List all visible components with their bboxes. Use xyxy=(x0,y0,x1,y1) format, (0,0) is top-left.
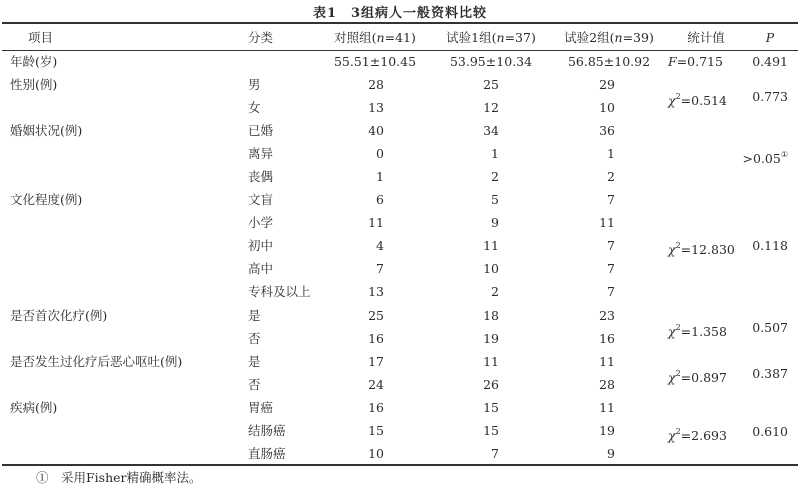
cell-test2: 1 xyxy=(607,146,615,161)
cell-control: 4 xyxy=(376,238,384,253)
cell-control: 17 xyxy=(368,354,384,369)
row-category: 已婚 xyxy=(248,123,274,138)
cell-test2: 19 xyxy=(599,423,615,438)
top-rule xyxy=(2,22,798,24)
cell-test2: 29 xyxy=(599,77,615,92)
cell-test2: 11 xyxy=(599,400,615,415)
header-item: 项目 xyxy=(28,30,54,45)
row-category: 文盲 xyxy=(248,192,274,207)
cell-test1: 15 xyxy=(483,400,499,415)
row-item-label: 年龄(岁) xyxy=(10,54,58,69)
cell-control: 24 xyxy=(368,377,384,392)
cell-control: 1 xyxy=(376,169,384,184)
p-value: 0.773 xyxy=(752,89,788,104)
cell-control: 16 xyxy=(368,400,384,415)
cell-control: 16 xyxy=(368,331,384,346)
cell-test2: 2 xyxy=(607,169,615,184)
stat-value: $\chi^2=1.358$ xyxy=(668,323,727,339)
p-value: 0.507 xyxy=(752,320,788,335)
header-category: 分类 xyxy=(248,30,274,45)
row-category: 专科及以上 xyxy=(248,284,311,299)
row-category: 否 xyxy=(248,377,261,392)
row-category: 是 xyxy=(248,308,261,323)
header-test2: 试验2组(n=39) xyxy=(564,30,654,45)
p-value: 0.491 xyxy=(752,54,788,69)
p-value: 0.118 xyxy=(752,238,788,253)
stat-value: $\chi^2=12.830$ xyxy=(668,241,735,257)
cell-test2: 28 xyxy=(599,377,615,392)
cell-control: 7 xyxy=(376,261,384,276)
cell-control: 10 xyxy=(368,446,384,461)
row-category: 否 xyxy=(248,331,261,346)
stat-value: $\chi^2=0.897$ xyxy=(668,369,727,385)
row-item-label: 文化程度(例) xyxy=(10,192,83,207)
cell-test2: 11 xyxy=(599,354,615,369)
p-value: 0.610 xyxy=(752,424,788,439)
cell-control: 13 xyxy=(368,284,384,299)
row-item-label: 是否发生过化疗后恶心呕吐(例) xyxy=(10,354,183,369)
cell-test1: 5 xyxy=(491,192,499,207)
cell-control: 11 xyxy=(368,215,384,230)
row-category: 直肠癌 xyxy=(248,446,286,461)
header-test1: 试验1组(n=37) xyxy=(446,30,536,45)
cell-test1: 2 xyxy=(491,169,499,184)
row-category: 高中 xyxy=(248,261,274,276)
cell-test1: 25 xyxy=(483,77,499,92)
p-value: >0.05① xyxy=(742,150,788,166)
cell-test2: 10 xyxy=(599,100,615,115)
cell-test1: 53.95±10.34 xyxy=(449,54,533,69)
cell-test2: 16 xyxy=(599,331,615,346)
cell-test1: 11 xyxy=(483,238,499,253)
cell-test2: 7 xyxy=(607,238,615,253)
stat-value: F=0.715 xyxy=(668,54,723,69)
row-category: 女 xyxy=(248,100,261,115)
cell-test2: 7 xyxy=(607,261,615,276)
cell-control: 6 xyxy=(376,192,384,207)
cell-test2: 7 xyxy=(607,192,615,207)
row-category: 小学 xyxy=(248,215,274,230)
row-category: 初中 xyxy=(248,238,274,253)
header-rule xyxy=(2,50,798,51)
row-category: 是 xyxy=(248,354,261,369)
header-stat: 统计值 xyxy=(687,30,725,45)
cell-control: 15 xyxy=(368,423,384,438)
row-item-label: 性别(例) xyxy=(10,77,58,92)
cell-test1: 18 xyxy=(483,308,499,323)
cell-test2: 36 xyxy=(599,123,615,138)
row-category: 丧偶 xyxy=(248,169,274,184)
cell-test1: 19 xyxy=(483,331,499,346)
cell-test2: 7 xyxy=(607,284,615,299)
footnote: ① 采用Fisher精确概率法。 xyxy=(36,470,202,485)
cell-test2: 23 xyxy=(599,308,615,323)
cell-control: 0 xyxy=(376,146,384,161)
p-value: 0.387 xyxy=(752,366,788,381)
cell-control: 25 xyxy=(368,308,384,323)
row-category: 男 xyxy=(248,77,261,92)
row-category: 结肠癌 xyxy=(248,423,286,438)
cell-test1: 11 xyxy=(483,354,499,369)
row-item-label: 婚姻状况(例) xyxy=(10,123,83,138)
cell-test1: 12 xyxy=(483,100,499,115)
cell-test2: 56.85±10.92 xyxy=(567,54,651,69)
row-item-label: 疾病(例) xyxy=(10,400,58,415)
cell-test2: 9 xyxy=(607,446,615,461)
row-category: 离异 xyxy=(248,146,274,161)
stat-value: $\chi^2=2.693$ xyxy=(668,427,727,443)
cell-test1: 7 xyxy=(491,446,499,461)
header-p: P xyxy=(765,30,775,45)
cell-control: 55.51±10.45 xyxy=(333,54,417,69)
cell-test1: 15 xyxy=(483,423,499,438)
cell-test1: 1 xyxy=(491,146,499,161)
table-caption: 表1 3组病人一般资料比较 xyxy=(312,6,488,21)
cell-test1: 2 xyxy=(491,284,499,299)
row-item-label: 是否首次化疗(例) xyxy=(10,308,108,323)
bottom-rule xyxy=(2,464,798,466)
cell-test2: 11 xyxy=(599,215,615,230)
cell-test1: 34 xyxy=(483,123,499,138)
cell-test1: 26 xyxy=(483,377,499,392)
row-category: 胃癌 xyxy=(248,400,274,415)
cell-test1: 9 xyxy=(491,215,499,230)
stat-value: $\chi^2=0.514$ xyxy=(668,92,727,108)
cell-control: 40 xyxy=(368,123,384,138)
cell-test1: 10 xyxy=(483,261,499,276)
header-control: 对照组(n=41) xyxy=(334,30,416,45)
cell-control: 28 xyxy=(368,77,384,92)
cell-control: 13 xyxy=(368,100,384,115)
